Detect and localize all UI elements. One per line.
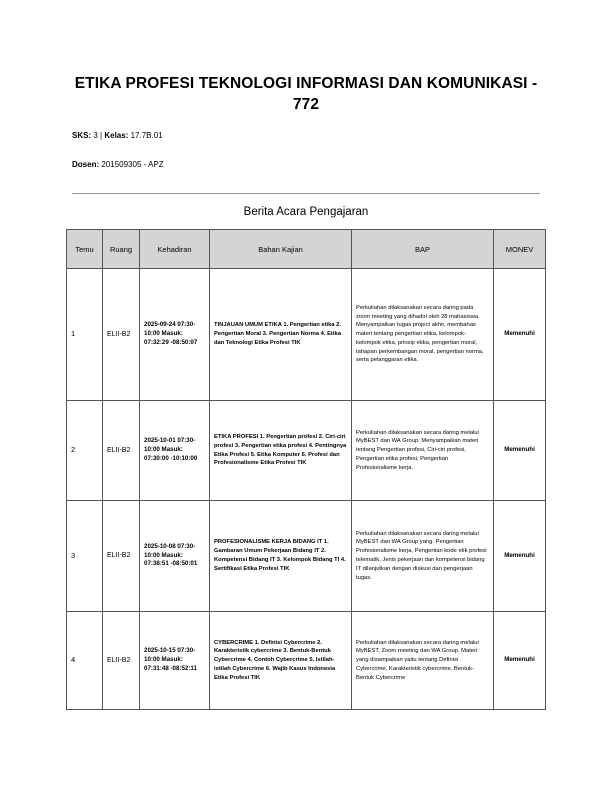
sks-value: 3: [93, 131, 98, 140]
header-temu: Temu: [67, 230, 103, 269]
teaching-log-table: [66, 229, 546, 710]
cell-kehadiran: 2025-10-08 07:30-10:00 Masuk: 07:38:51 -08:50:01: [140, 501, 210, 612]
cell-temu: 1: [67, 269, 103, 401]
section-title: Berita Acara Pengajaran: [243, 206, 369, 218]
cell-monev: Memenuhi: [494, 501, 546, 612]
cell-monev: Memenuhi: [494, 612, 546, 710]
header-kehadiran: Kehadiran: [140, 230, 210, 269]
cell-bahan-kajian: PROFESIONALISME KERJA BIDANG IT 1. Gambaran Umum Pekerjaan Bidang IT 2. Kompetensi Bidang IT 3. Kelompok Bidang TI 4. Sertifikasi Etika Profesi TIK: [210, 501, 352, 612]
table-row: [67, 401, 546, 501]
cell-bahan-kajian: TINJAUAN UMUM ETIKA 1. Pengertian etika 2. Pengertian Moral 3. Pengertian Norma 4. Etika dan Teknologi Etika Profesi TIK: [210, 269, 352, 401]
table-row: [67, 501, 546, 612]
cell-kehadiran: 2025-10-01 07:30-10:00 Masuk: 07:30:00 -10:10:00: [140, 401, 210, 501]
kelas-label: Kelas:: [104, 131, 129, 140]
cell-ruang: ELII-B2: [103, 501, 140, 612]
cell-bahan-kajian: ETIKA PROFESI 1. Pengertian profesi 2. Ciri-ciri profesi 3. Pengertian etika profesi 4. Pentingnya Etika Profesi 5. Etika Komputer 6. Profesi dan Profesionalisme Etika Profesi TIK: [210, 401, 352, 501]
cell-monev: Memenuhi: [494, 401, 546, 501]
cell-ruang: ELII-B2: [103, 269, 140, 401]
table-row: [67, 612, 546, 710]
cell-kehadiran: 2025-09-24 07:30-10:00 Masuk: 07:32:29 -08:50:07: [140, 269, 210, 401]
cell-ruang: ELII-B2: [103, 401, 140, 501]
meta-separator: |: [100, 131, 103, 140]
cell-temu: 4: [67, 612, 103, 710]
cell-bap: Perkuliahan dilaksanakan secara daring melalui MyBEST dan WA Group yang. Pengertian Profesionalisme kerja, Pengertian kode etik profesi telematik, Jenis pekerjaan dan kompetensi bidang IT dilanjutkan dengan diskusi dan pengerjaan tugas.: [352, 501, 494, 612]
dosen-label: Dosen:: [72, 160, 100, 169]
cell-temu: 2: [67, 401, 103, 501]
cell-monev: Memenuhi: [494, 269, 546, 401]
course-meta: [72, 131, 163, 140]
header-bap: BAP: [352, 230, 494, 269]
document-title: ETIKA PROFESI TEKNOLOGI INFORMASI DAN KOMUNIKASI - 772: [74, 75, 538, 113]
cell-ruang: ELII-B2: [103, 612, 140, 710]
cell-kehadiran: 2025-10-15 07:30-10:00 Masuk: 07:31:48 -08:52:11: [140, 612, 210, 710]
table-row: [67, 269, 546, 401]
cell-bap: Perkuliahan dilaksanakan secara daring pada zoom meeting yang dihadiri oleh 28 mahasiswa. Menyampaikan tugas project akhir, membahas materi tentang pengertian etika, kelompok-kelompok etika, prinsip etika, pengertian moral, tahapan perkembangan moral, pengertian norma, serta pelanggaran etika.: [352, 269, 494, 401]
cell-bap: Perkuliahan dilaksanakan secara daring melalui MyBEST, Zoom meeting dan WA Group. Materi yang disampaikan yaitu tentang Definisi Cybercrime, Karakteristik cybercrime, Bentuk-Bentuk Cybercrime: [352, 612, 494, 710]
divider: [72, 193, 540, 194]
sks-label: SKS:: [72, 131, 92, 140]
dosen-value: 201509305 - APZ: [101, 160, 164, 169]
lecturer-meta: [72, 160, 164, 169]
cell-temu: 3: [67, 501, 103, 612]
table-header-row: [67, 230, 546, 269]
header-ruang: Ruang: [103, 230, 140, 269]
cell-bahan-kajian: CYBERCRIME 1. Definisi Cybercrime 2. Karakteristik cybercrime 3. Bentuk-Bentuk Cybercrime 4. Contoh Cybercrime 5. Istilah-istilah Cybercrime 6. Wajib Kasus Indonesia Etika Profesi TIK: [210, 612, 352, 710]
header-monev: MONEV: [494, 230, 546, 269]
header-bahan-kajian: Bahan Kajian: [210, 230, 352, 269]
kelas-value: 17.7B.01: [130, 131, 163, 140]
cell-bap: Perkuliahan dilaksanakan secara daring melalui MyBEST dan WA Group. Menyampaikan materi tentang Pengertian profesi, Ciri-ciri profesi, Pengertian etika profesi, Pengertian Profesionalisme kerja.: [352, 401, 494, 501]
